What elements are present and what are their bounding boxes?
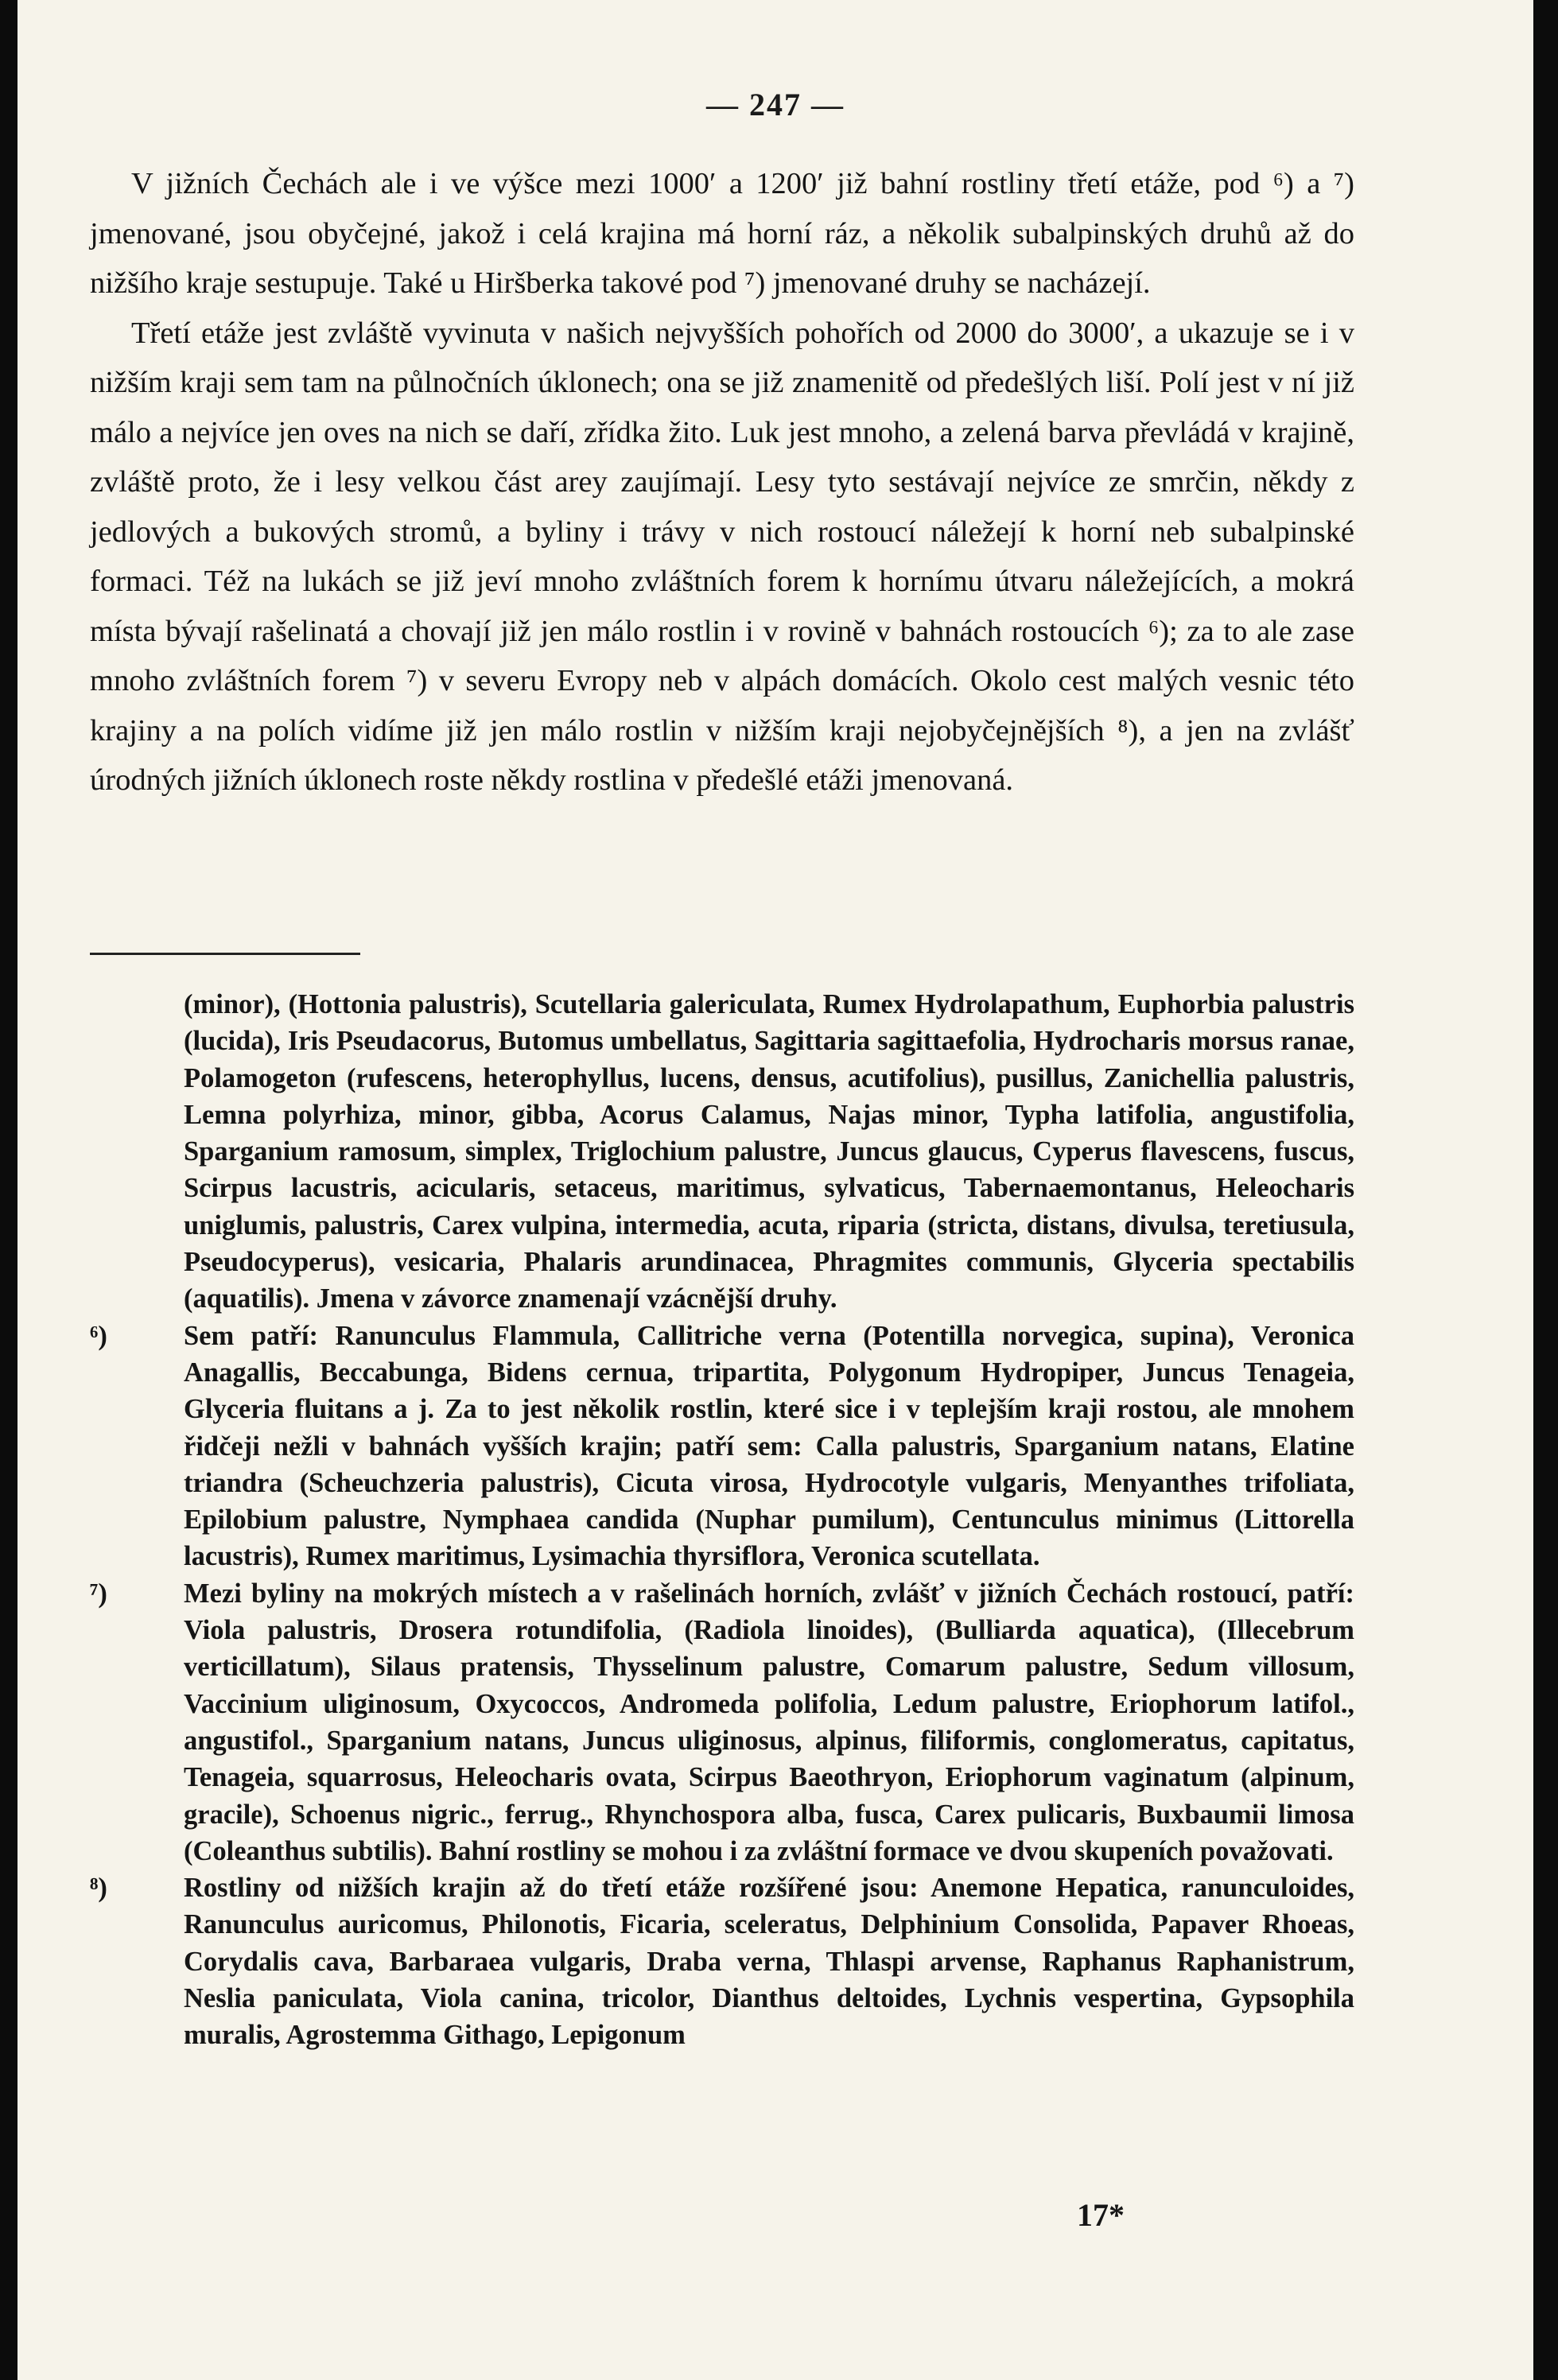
paragraph: V jižních Čechách ale i ve výšce mezi 1000′ a 1200′ již bahní rostliny třetí etáže, pod ⁶) a ⁷) jmenované, jsou obyčejné, jakož i celá krajina má horní ráz, a několik subalpinských druhů až do nižšího kraje sestupuje. Také u Hiršberka takové pod ⁷) jmenované druhy se nacházejí. bbox=[90, 167, 1354, 300]
footnote-divider bbox=[90, 953, 360, 955]
footnote-text: (minor), (Hottonia palustris), Scutellaria galericulata, Rumex Hydrolapathum, Euphorbia palustris (lucida), Iris Pseudacorus, Butomus umbellatus, Sagittaria sagittaefolia, Hydrocharis morsus ranae, Polamogeton (rufescens, heterophyllus, lucens, densus, acutifolius), pusillus, Zanichellia palustris, Lemna polyrhiza, minor, gibba, Acorus Calamus, Najas minor, Typha latifolia, angustifolia, Sparganium ramosum, simplex, Triglochium palustre, Juncus glaucus, Cyperus flavescens, fuscus, Scirpus lacustris, acicularis, setaceus, maritimus, sylvaticus, Tabernaemontanus, Heleocharis uniglumis, palustris, Carex vulpina, intermedia, acuta, riparia (stricta, distans, divulsa, teretiusula, Pseudocyperus), vesicaria, Phalaris arundinacea, Phragmites communis, Glyceria spectabilis (aquatilis). Jmena v závorce znamenají vzácnější druhy. bbox=[184, 989, 1354, 1314]
footnote-text: Sem patří: Ranunculus Flammula, Callitriche verna (Potentilla norvegica, supina), Veronica Anagallis, Beccabunga, Bidens cernua, tripartita, Polygonum Hydropiper, Juncus Tenageia, Glyceria fluitans a j. Za to jest několik rostlin, které sice i v teplejším kraji rostou, ale mnohem řidčeji nežli v bahnách vyšších krajin; patří sem: Calla palustris, Sparganium natans, Elatine triandra (Scheuchzeria palustris), Cicuta virosa, Hydrocotyle vulgaris, Menyanthes trifoliata, Epilobium palustre, Nymphaea candida (Nuphar pumilum), Centunculus minimus (Littorella lacustris), Rumex maritimus, Lysimachia thyrsiflora, Veronica scutellata. bbox=[184, 1320, 1354, 1572]
footnote-mark: ⁸) bbox=[90, 1873, 107, 1904]
signature-mark: 17* bbox=[1077, 2197, 1125, 2233]
footnote-8 bbox=[90, 1869, 1354, 2053]
paragraph: Třetí etáže jest zvláště vyvinuta v našich nejvyšších pohořích od 2000 do 3000′, a ukazuje se i v nižším kraji sem tam na půlnočních úklonech; ona se již znamenitě od předešlých liší. Polí jest v ní již málo a nejvíce jen oves na nich se daří, zřídka žito. Luk jest mnoho, a zelená barva převládá v krajině, zvláště proto, že i lesy velkou část arey zaujímají. Lesy tyto sestávají nejvíce ze smrčin, někdy z jedlových a bukových stromů, a byliny i trávy v nich rostoucí náležejí k horní neb subalpinské formaci. Též na lukách se již jeví mnoho zvláštních forem k hornímu útvaru náležejících, a mokrá místa bývají rašelinatá a chovají již jen málo rostlin i v rovině v bahnách rostoucích ⁶); za to ale zase mnoho zvláštních forem ⁷) v severu Evropy neb v alpách domácích. Okolo cest malých vesnic této krajiny a na polích vidíme již jen málo rostlin v nižším kraji nejobyčejnějších ⁸), a jen na zvlášť úrodných jižních úklonech roste někdy rostlina v předešlé etáži jmenovaná. bbox=[90, 316, 1354, 797]
footnote-mark: ⁶) bbox=[90, 1320, 107, 1351]
footnotes bbox=[90, 986, 1354, 2054]
footnote-text: Mezi byliny na mokrých místech a v rašelinách horních, zvlášť v jižních Čechách rostoucí, patří: Viola palustris, Drosera rotundifolia, (Radiola linoides), (Bulliarda aquatica), (Illecebrum verticillatum), Silaus pratensis, Thysselinum palustre, Comarum palustre, Sedum villosum, Vaccinium uliginosum, Oxycoccos, Andromeda polifolia, Ledum palustre, Eriophorum latifol., angustifol., Sparganium natans, Juncus uliginosus, alpinus, filiformis, conglomeratus, capitatus, Tenageia, squarrosus, Heleocharis ovata, Scirpus Baeothryon, Eriophorum vaginatum (alpinum, gracile), Schoenus nigric., ferrug., Rhynchospora alba, fusca, Carex pulicaris, Buxbaumii limosa (Coleanthus subtilis). Bahní rostliny se mohou i za zvláštní formace ve dvou skupeních považovati. bbox=[184, 1578, 1354, 1866]
footnote-mark: ⁷) bbox=[90, 1578, 107, 1609]
main-text bbox=[90, 159, 1354, 806]
footnote-text: Rostliny od nižších krajin až do třetí etáže rozšířené jsou: Anemone Hepatica, ranunculoides, Ranunculus auricomus, Philonotis, Ficaria, sceleratus, Delphinium Consolida, Papaver Rhoeas, Corydalis cava, Barbaraea vulgaris, Draba verna, Thlaspi arvense, Raphanus Raphanistrum, Neslia paniculata, Viola canina, tricolor, Dianthus deltoides, Lychnis vespertina, Gypsophila muralis, Agrostemma Githago, Lepigonum bbox=[184, 1873, 1354, 2051]
footnote-7 bbox=[90, 1575, 1354, 1869]
footnote-6 bbox=[90, 1318, 1354, 1575]
footnote-continuation bbox=[90, 986, 1354, 1318]
book-page bbox=[17, 0, 1533, 2380]
page-number: — 247 — bbox=[706, 87, 845, 122]
